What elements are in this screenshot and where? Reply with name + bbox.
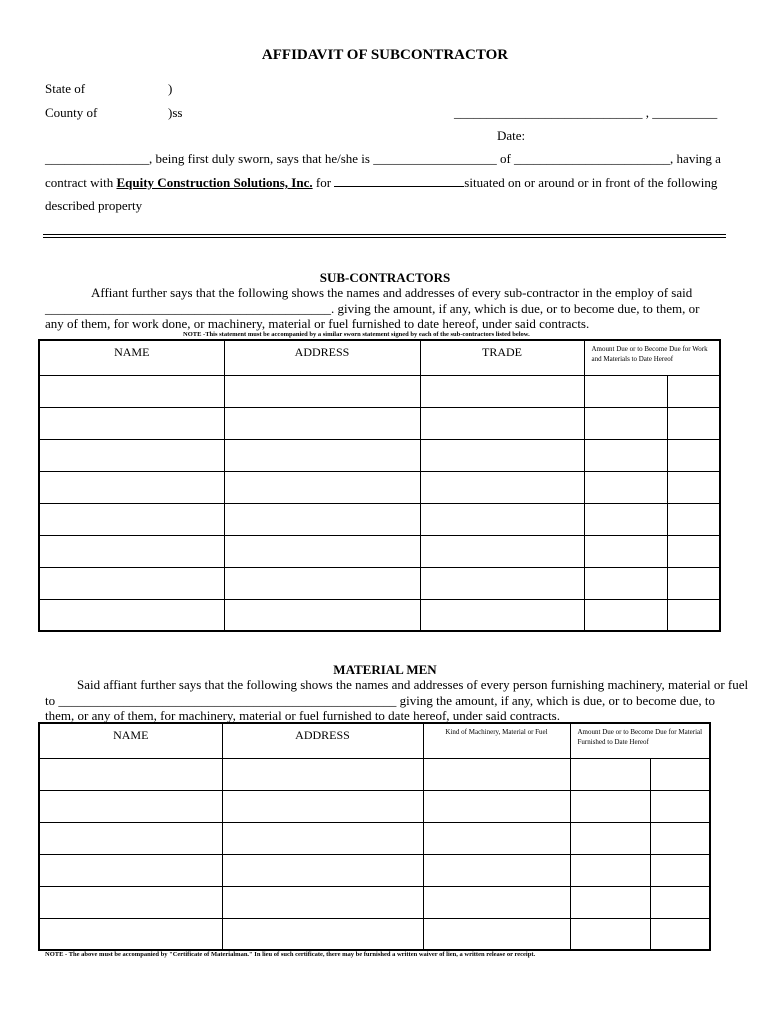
col-header-trade: TRADE (420, 340, 584, 375)
subcontractors-para-line2[interactable]: ____________________________________________. giving the amount, if any, which is due, or to become due, to them, or (45, 301, 700, 316)
table-row (39, 503, 720, 535)
cell-amount-dollars[interactable] (584, 375, 667, 407)
divider-rule-bottom (43, 237, 726, 238)
table-row (39, 439, 720, 471)
county-label: County of (45, 105, 98, 120)
material-men-para-line3: them, or any of them, for machinery, material or fuel furnished to date hereof, under said contracts. (45, 708, 560, 723)
cell-amount-cents[interactable] (667, 567, 720, 599)
cell-name[interactable] (39, 503, 224, 535)
contract-suffix: situated on or around or in front of the following (464, 175, 718, 190)
cell-amount-cents[interactable] (650, 790, 710, 822)
cell-address[interactable] (224, 567, 420, 599)
cell-name[interactable] (39, 567, 224, 599)
cell-kind[interactable] (423, 758, 570, 790)
cell-trade[interactable] (420, 599, 584, 631)
col-header-kind: Kind of Machinery, Material or Fuel (423, 723, 570, 758)
table-row (39, 567, 720, 599)
col-header-name: NAME (39, 723, 222, 758)
cell-amount-cents[interactable] (667, 503, 720, 535)
cell-amount-dollars[interactable] (570, 790, 650, 822)
table-row (39, 599, 720, 631)
cell-name[interactable] (39, 535, 224, 567)
cell-name[interactable] (39, 599, 224, 631)
subcontractors-para-line3: any of them, for work done, or machinery, material or fuel furnished to date hereof, under said contracts. (45, 316, 590, 331)
cell-amount-cents[interactable] (667, 439, 720, 471)
cell-kind[interactable] (423, 918, 570, 950)
cell-amount-dollars[interactable] (570, 854, 650, 886)
cell-amount-dollars[interactable] (584, 599, 667, 631)
cell-amount-dollars[interactable] (584, 439, 667, 471)
cell-address[interactable] (222, 822, 423, 854)
table-row (39, 758, 710, 790)
cell-amount-dollars[interactable] (584, 567, 667, 599)
cell-address[interactable] (224, 471, 420, 503)
table-row (39, 535, 720, 567)
subcontractors-note: NOTE -This statement must be accompanied by a similar sworn statement signed by each of the sub-contractors listed below. (183, 331, 530, 338)
col-header-address: ADDRESS (224, 340, 420, 375)
county-paren: )ss (168, 105, 183, 120)
cell-amount-cents[interactable] (667, 407, 720, 439)
cell-name[interactable] (39, 439, 224, 471)
cell-amount-cents[interactable] (650, 854, 710, 886)
cell-address[interactable] (222, 790, 423, 822)
table-row (39, 854, 710, 886)
cell-address[interactable] (222, 886, 423, 918)
cell-trade[interactable] (420, 567, 584, 599)
contract-line (45, 175, 717, 191)
divider-rule-top (43, 234, 726, 235)
cell-address[interactable] (222, 918, 423, 950)
cell-name[interactable] (39, 886, 222, 918)
table-row (39, 407, 720, 439)
cell-address[interactable] (224, 503, 420, 535)
subcontractors-table (38, 339, 721, 632)
cell-trade[interactable] (420, 407, 584, 439)
cell-amount-cents[interactable] (650, 918, 710, 950)
cell-amount-cents[interactable] (650, 758, 710, 790)
table-row (39, 375, 720, 407)
subcontractors-header-row (39, 340, 720, 375)
cell-amount-dollars[interactable] (584, 535, 667, 567)
table-row (39, 471, 720, 503)
cell-name[interactable] (39, 822, 222, 854)
table-row (39, 822, 710, 854)
material-men-header-row (39, 723, 710, 758)
contract-for: for (312, 175, 335, 190)
subcontractors-heading: SUB-CONTRACTORS (319, 270, 451, 285)
cell-name[interactable] (39, 854, 222, 886)
cell-address[interactable] (222, 854, 423, 886)
cell-amount-dollars[interactable] (570, 886, 650, 918)
date-signature-line[interactable]: _____________________________ , __________ (454, 105, 718, 120)
affiant-statement-line[interactable]: ________________, being first duly sworn, says that he/she is ___________________ of ________________________, having a (45, 151, 721, 166)
cell-kind[interactable] (423, 822, 570, 854)
cell-kind[interactable] (423, 854, 570, 886)
cell-amount-cents[interactable] (667, 535, 720, 567)
col-header-name: NAME (39, 340, 224, 375)
cell-trade[interactable] (420, 439, 584, 471)
contract-prefix: contract with (45, 175, 117, 190)
cell-amount-dollars[interactable] (570, 758, 650, 790)
property-blank[interactable] (334, 175, 464, 187)
cell-address[interactable] (224, 535, 420, 567)
materialman-certificate-note: NOTE - The above must be accompanied by "Certificate of Materialman." In lieu of such certificate, there may be furnished a written waiver of lien, a written release or receipt. (45, 951, 536, 958)
cell-trade[interactable] (420, 375, 584, 407)
material-men-para-line1: Said affiant further says that the following shows the names and addresses of every person furnishing machinery, material or fuel (77, 677, 749, 692)
col-header-amount: Amount Due or to Become Due for Work and Materials to Date Hereof (584, 340, 720, 375)
cell-address[interactable] (224, 439, 420, 471)
table-row (39, 790, 710, 822)
cell-amount-dollars[interactable] (584, 471, 667, 503)
cell-amount-cents[interactable] (667, 599, 720, 631)
cell-name[interactable] (39, 918, 222, 950)
state-paren: ) (168, 81, 173, 96)
cell-amount-cents[interactable] (650, 886, 710, 918)
cell-kind[interactable] (423, 790, 570, 822)
subcontractors-para-line1: Affiant further says that the following shows the names and addresses of every sub-contractor in the employ of said (91, 285, 693, 300)
material-men-para-line2[interactable]: to ____________________________________________________ giving the amount, if any, which is due, or to become due, to (45, 693, 716, 708)
material-men-table (38, 722, 711, 951)
cell-amount-cents[interactable] (667, 375, 720, 407)
col-header-amount: Amount Due or to Become Due for Material Furnished to Date Hereof (570, 723, 710, 758)
cell-amount-dollars[interactable] (584, 503, 667, 535)
cell-name[interactable] (39, 758, 222, 790)
table-row (39, 886, 710, 918)
cell-amount-dollars[interactable] (570, 918, 650, 950)
date-label: Date: (497, 128, 526, 143)
cell-amount-cents[interactable] (650, 822, 710, 854)
cell-address[interactable] (222, 758, 423, 790)
cell-name[interactable] (39, 471, 224, 503)
cell-address[interactable] (224, 407, 420, 439)
described-property-label: described property (45, 198, 143, 213)
cell-trade[interactable] (420, 503, 584, 535)
document-title: AFFIDAVIT OF SUBCONTRACTOR (261, 47, 509, 63)
cell-amount-cents[interactable] (667, 471, 720, 503)
col-header-address: ADDRESS (222, 723, 423, 758)
state-label: State of (45, 81, 86, 96)
cell-name[interactable] (39, 407, 224, 439)
cell-amount-dollars[interactable] (570, 822, 650, 854)
cell-trade[interactable] (420, 535, 584, 567)
cell-amount-dollars[interactable] (584, 407, 667, 439)
cell-address[interactable] (224, 375, 420, 407)
cell-trade[interactable] (420, 471, 584, 503)
company-name: Equity Construction Solutions, Inc. (116, 175, 313, 190)
table-row (39, 918, 710, 950)
cell-name[interactable] (39, 790, 222, 822)
cell-kind[interactable] (423, 886, 570, 918)
material-men-heading: MATERIAL MEN (333, 662, 437, 677)
cell-address[interactable] (224, 599, 420, 631)
cell-name[interactable] (39, 375, 224, 407)
